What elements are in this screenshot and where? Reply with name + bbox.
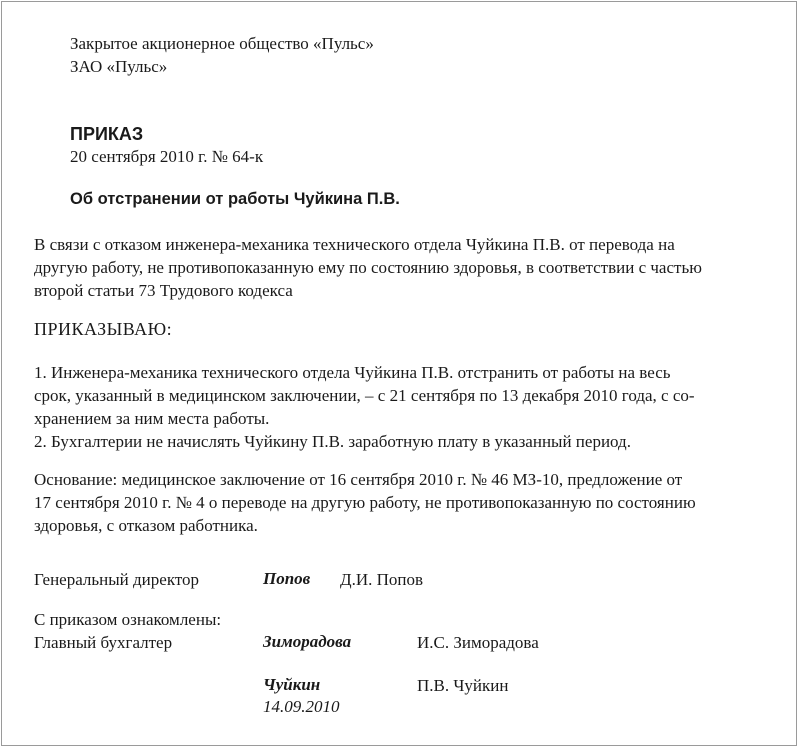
order-item-line: 2. Бухгалтерии не начислять Чуйкину П.В. заработную плату в указанный период.	[34, 432, 631, 451]
employee-signature: Чуйкин	[263, 675, 321, 694]
order-title: ПРИКАЗ	[70, 124, 144, 144]
order-command: ПРИКАЗЫВАЮ:	[34, 319, 173, 339]
order-date-number: 20 сентября 2010 г. № 64-к	[70, 147, 264, 166]
director-signature: Попов	[263, 569, 311, 588]
order-item-line: 1. Инженера-механика технического отдела Чуйкина П.В. отстранить от работы на весь	[34, 363, 671, 382]
order-item-line: срок, указанный в медицинском заключении, – с 21 сентября по 13 декабря 2010 года, с со-	[34, 386, 695, 405]
order-item-line: хранением за ним места работы.	[34, 409, 270, 428]
order-subject: Об отстранении от работы Чуйкина П.В.	[70, 190, 400, 208]
employee-sign-date: 14.09.2010	[263, 697, 340, 716]
preamble-line: второй статьи 73 Трудового кодекса	[34, 281, 293, 300]
company-full-name: Закрытое акционерное общество «Пульс»	[70, 34, 374, 53]
accountant-signature: Зиморадова	[263, 632, 352, 651]
accountant-name: И.С. Зиморадова	[417, 633, 539, 652]
director-name: Д.И. Попов	[340, 570, 424, 589]
company-short-name: ЗАО «Пульс»	[70, 57, 168, 76]
accountant-position: Главный бухгалтер	[34, 633, 173, 652]
preamble-line: В связи с отказом инженера-механика технического отдела Чуйкина П.В. от перевода на	[34, 235, 675, 254]
director-position: Генеральный директор	[34, 570, 200, 589]
basis-line: 17 сентября 2010 г. № 4 о переводе на другую работу, не противопоказанную по состоянию	[34, 493, 696, 512]
basis-line: здоровья, с отказом работника.	[34, 516, 258, 535]
basis-line: Основание: медицинское заключение от 16 сентября 2010 г. № 46 МЗ-10, предложение от	[34, 470, 683, 489]
preamble-line: другую работу, не противопоказанную ему по состоянию здоровья, в соответствии с частью	[34, 258, 702, 277]
acquainted-label: С приказом ознакомлены:	[34, 610, 222, 629]
employee-name: П.В. Чуйкин	[417, 676, 509, 695]
